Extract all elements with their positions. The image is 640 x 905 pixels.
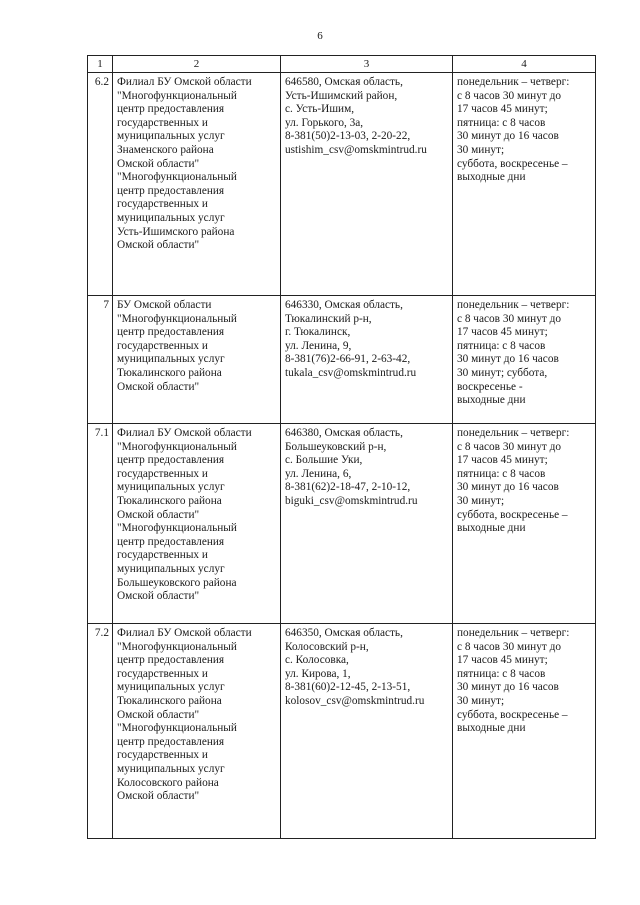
office-name: Филиал БУ Омской области "Многофункциональный центр предоставления государственных и муниципальных услуг Тюкалинского района Омской области" "Многофункциональный центр предоставления государственных и муниципальных услуг Большеуковского района Омской области" bbox=[113, 424, 281, 624]
mfc-offices-table bbox=[87, 55, 596, 839]
header-col-2: 2 bbox=[113, 56, 281, 73]
table-row bbox=[88, 296, 596, 424]
office-name: БУ Омской области "Многофункциональный центр предоставления государственных и муниципальных услуг Тюкалинского района Омской области" bbox=[113, 296, 281, 424]
office-address: 646380, Омская область, Большеуковский р-н, с. Большие Уки, ул. Ленина, 6, 8-381(62)2-18-47, 2-10-12, biguki_csv@omskmintrud.ru bbox=[281, 424, 453, 624]
office-address: 646330, Омская область, Тюкалинский р-н, г. Тюкалинск, ул. Ленина, 9, 8-381(76)2-66-91, 2-63-42, tukala_csv@omskmintrud.ru bbox=[281, 296, 453, 424]
office-schedule: понедельник – четверг: с 8 часов 30 минут до 17 часов 45 минут; пятница: с 8 часов 30 минут до 16 часов 30 минут; суббота, воскресенье – выходные дни bbox=[453, 73, 596, 296]
table-row bbox=[88, 624, 596, 839]
header-col-3: 3 bbox=[281, 56, 453, 73]
row-number: 7.2 bbox=[88, 624, 113, 839]
office-schedule: понедельник – четверг: с 8 часов 30 минут до 17 часов 45 минут; пятница: с 8 часов 30 минут до 16 часов 30 минут; суббота, воскресенье – выходные дни bbox=[453, 424, 596, 624]
row-number: 6.2 bbox=[88, 73, 113, 296]
office-name: Филиал БУ Омской области "Многофункциональный центр предоставления государственных и муниципальных услуг Тюкалинского района Омской области" "Многофункциональный центр предоставления государственных и муниципальных услуг Колосовского района Омской области" bbox=[113, 624, 281, 839]
row-number: 7.1 bbox=[88, 424, 113, 624]
table-header-row bbox=[88, 56, 596, 73]
header-col-1: 1 bbox=[88, 56, 113, 73]
office-schedule: понедельник – четверг: с 8 часов 30 минут до 17 часов 45 минут; пятница: с 8 часов 30 минут до 16 часов 30 минут; суббота, воскресенье - выходные дни bbox=[453, 296, 596, 424]
office-address: 646580, Омская область, Усть-Ишимский район, с. Усть-Ишим, ул. Горького, 3а, 8-381(50)2-13-03, 2-20-22, ustishim_csv@omskmintrud.ru bbox=[281, 73, 453, 296]
office-name: Филиал БУ Омской области "Многофункциональный центр предоставления государственных и муниципальных услуг Знаменского района Омской области" "Многофункциональный центр предоставления государственных и муниципальных услуг Усть-Ишимского района Омской области" bbox=[113, 73, 281, 296]
row-number: 7 bbox=[88, 296, 113, 424]
table-row bbox=[88, 73, 596, 296]
table-row bbox=[88, 424, 596, 624]
header-col-4: 4 bbox=[453, 56, 596, 73]
office-schedule: понедельник – четверг: с 8 часов 30 минут до 17 часов 45 минут; пятница: с 8 часов 30 минут до 16 часов 30 минут; суббота, воскресенье – выходные дни bbox=[453, 624, 596, 839]
office-address: 646350, Омская область, Колосовский р-н, с. Колосовка, ул. Кирова, 1, 8-381(60)2-12-45, 2-13-51, kolosov_csv@omskmintrud.ru bbox=[281, 624, 453, 839]
page-number: 6 bbox=[317, 30, 323, 42]
